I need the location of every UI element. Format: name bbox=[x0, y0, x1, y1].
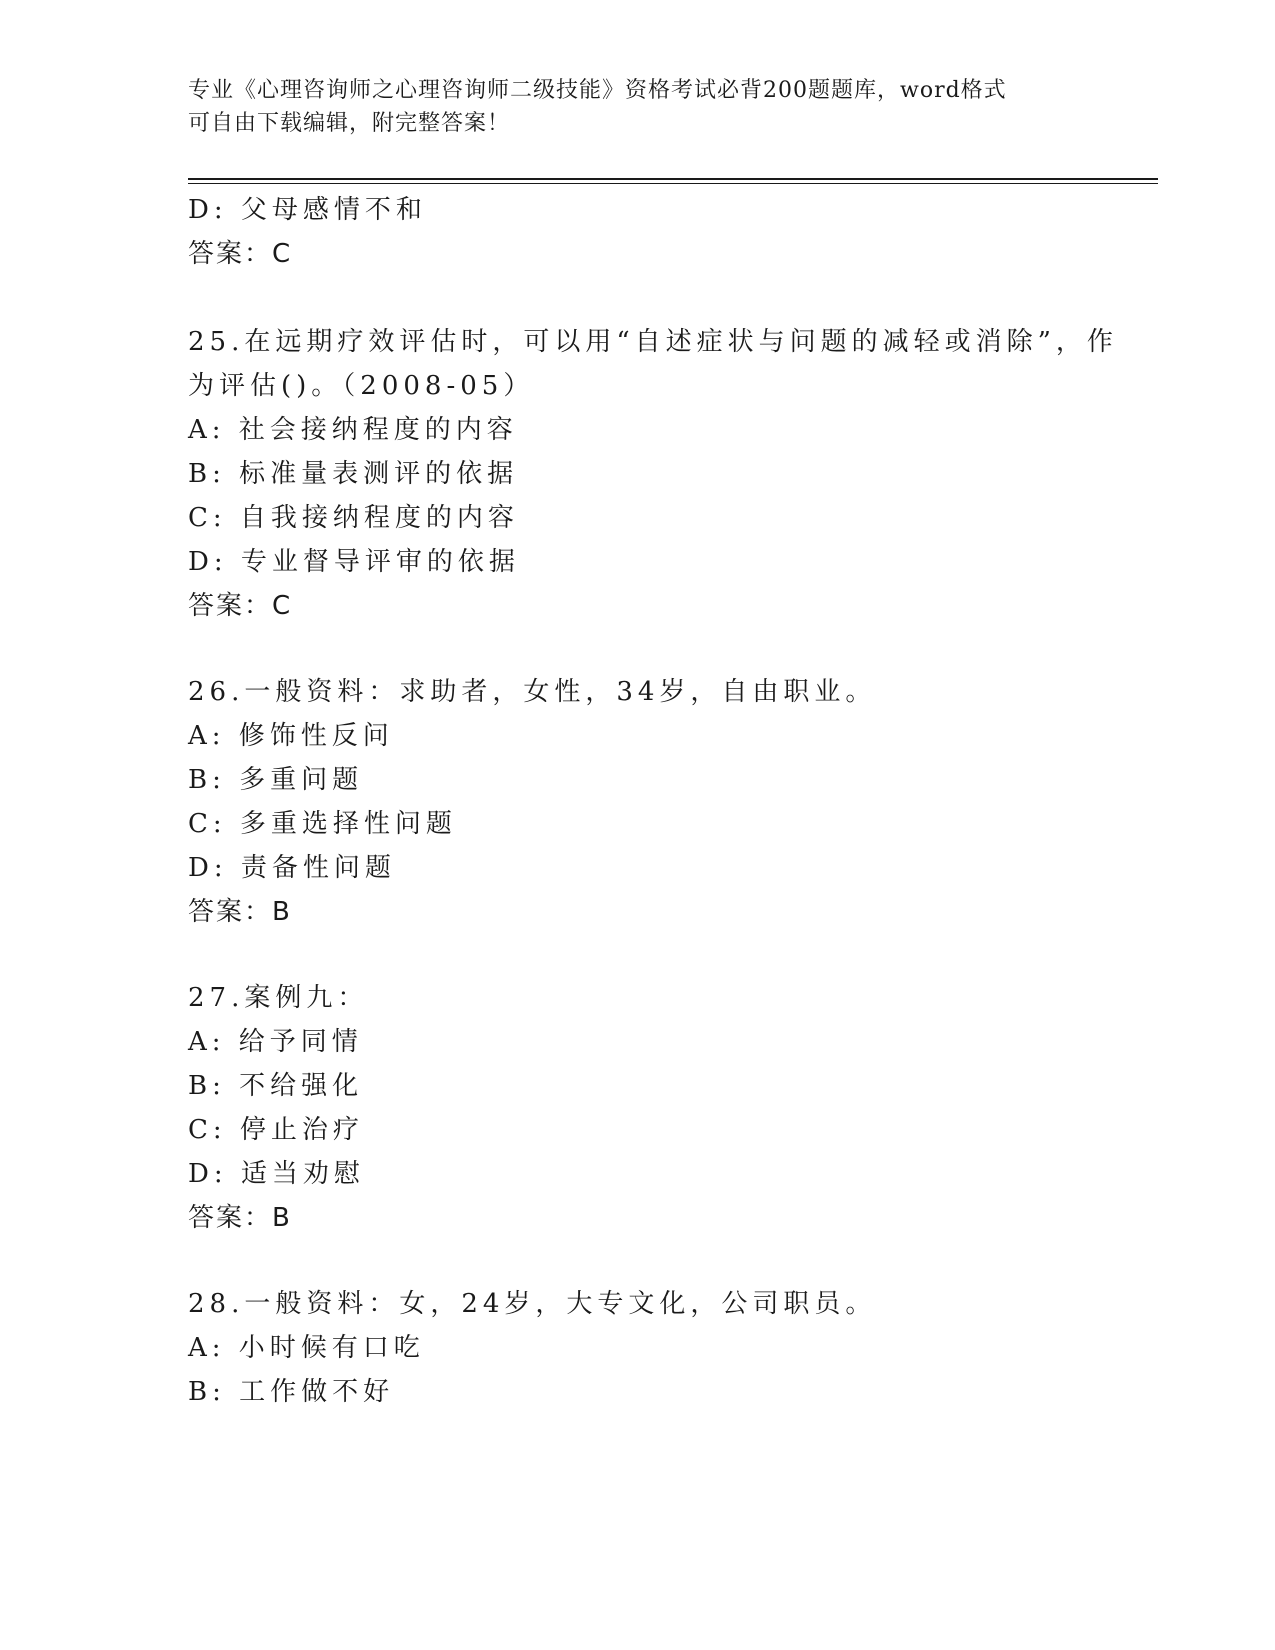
q26-answer: 答案：B bbox=[188, 897, 292, 927]
q25-stem-line-1: 25.在远期疗效评估时，可以用“自述症状与问题的减轻或消除”，作 bbox=[188, 327, 1118, 357]
q25-option-c: C: 自我接纳程度的内容 bbox=[188, 503, 519, 533]
q26-option-a: A: 修饰性反问 bbox=[188, 721, 394, 751]
q27-option-a: A: 给予同情 bbox=[188, 1027, 363, 1057]
q28-stem: 28.一般资料：女，24岁，大专文化，公司职员。 bbox=[188, 1289, 877, 1319]
q25-option-a: A: 社会接纳程度的内容 bbox=[188, 415, 518, 445]
header-divider-thick bbox=[188, 178, 1158, 180]
q28-option-b: B: 工作做不好 bbox=[188, 1377, 395, 1407]
q25-stem-line-2: 为评估()。（2008-05） bbox=[188, 371, 535, 401]
q27-answer: 答案：B bbox=[188, 1203, 292, 1233]
q26-option-c: C: 多重选择性问题 bbox=[188, 809, 457, 839]
q26-option-d: D: 责备性问题 bbox=[188, 853, 396, 883]
q27-option-b: B: 不给强化 bbox=[188, 1071, 364, 1101]
q27-option-c: C: 停止治疗 bbox=[188, 1115, 364, 1145]
prev-question-answer: 答案：C bbox=[188, 239, 293, 269]
q25-option-d: D: 专业督导评审的依据 bbox=[188, 547, 520, 577]
header-line-2: 可自由下载编辑，附完整答案！ bbox=[188, 111, 511, 136]
q28-option-a: A: 小时候有口吃 bbox=[188, 1333, 425, 1363]
header-divider-thin bbox=[188, 183, 1158, 184]
q26-stem: 26.一般资料：求助者，女性，34岁，自由职业。 bbox=[188, 677, 877, 707]
header-line-1: 专业《心理咨询师之心理咨询师二级技能》资格考试必背200题题库，word格式 bbox=[188, 78, 1007, 103]
q27-option-d: D: 适当劝慰 bbox=[188, 1159, 365, 1189]
q26-option-b: B: 多重问题 bbox=[188, 765, 364, 795]
q27-stem: 27.案例九： bbox=[188, 983, 369, 1013]
q25-option-b: B: 标准量表测评的依据 bbox=[188, 459, 519, 489]
prev-question-option-d: D: 父母感情不和 bbox=[188, 195, 427, 225]
document-header bbox=[188, 74, 1068, 140]
q25-answer: 答案：C bbox=[188, 591, 293, 621]
